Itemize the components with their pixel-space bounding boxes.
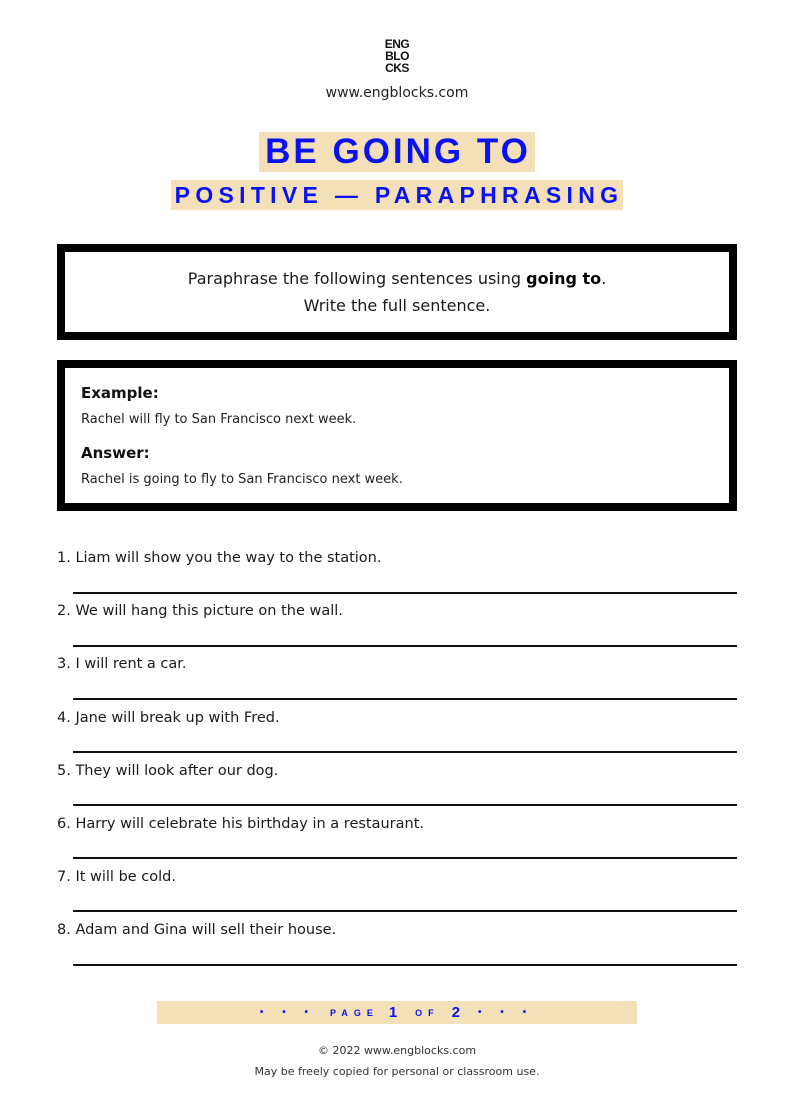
instructions-line-2: Write the full sentence. [303,296,491,315]
example-box [57,360,737,511]
engblocks-logo [0,38,794,74]
page-current: 1 [388,1004,398,1021]
answer-line-5[interactable] [73,804,737,806]
example-sentence: Rachel will fly to San Francisco next week. [81,412,357,427]
copyright: © 2022 www.engblocks.com [317,1044,477,1057]
question-4: 4. Jane will break up with Fred. [57,710,280,726]
page-title: BE GOING TO [259,132,535,172]
instructions-box [57,244,737,340]
logo-line-3: CKS [385,61,409,75]
logo-line-1: ENG [384,37,410,51]
example-label: Example: [81,384,159,402]
pager-dots-right: • • • [478,1007,535,1018]
answer-line-1[interactable] [73,592,737,594]
logo-line-2: BLO [385,49,409,63]
pager-dots-left: • • • [259,1007,316,1018]
answer-label: Answer: [81,444,150,462]
instructions-period: . [601,269,607,288]
instructions-line-1 [65,265,729,292]
of-word: OF [415,1007,440,1018]
question-8: 8. Adam and Gina will sell their house. [57,922,337,938]
question-1: 1. Liam will show you the way to the station. [57,550,382,566]
page-subtitle: POSITIVE — PARAPHRASING [171,180,624,210]
question-3: 3. I will rent a car. [57,656,187,672]
answer-line-3[interactable] [73,698,737,700]
answer-line-4[interactable] [73,751,737,753]
instructions-bold-phrase: going to [526,269,602,288]
answer-sentence: Rachel is going to fly to San Francisco next week. [81,472,403,487]
page-word: PAGE [329,1007,379,1018]
answer-line-8[interactable] [73,964,737,966]
site-url: www.engblocks.com [325,85,469,101]
page-total: 2 [451,1004,461,1021]
question-6: 6. Harry will celebrate his birthday in a restaurant. [57,816,425,832]
license-note: May be freely copied for personal or classroom use. [254,1065,540,1078]
answer-line-7[interactable] [73,910,737,912]
page-indicator [157,1001,637,1024]
question-5: 5. They will look after our dog. [57,763,279,779]
question-2: 2. We will hang this picture on the wall. [57,603,343,619]
answer-line-2[interactable] [73,645,737,647]
instructions-text: Paraphrase the following sentences using [187,269,527,288]
answer-line-6[interactable] [73,857,737,859]
question-7: 7. It will be cold. [57,869,176,885]
